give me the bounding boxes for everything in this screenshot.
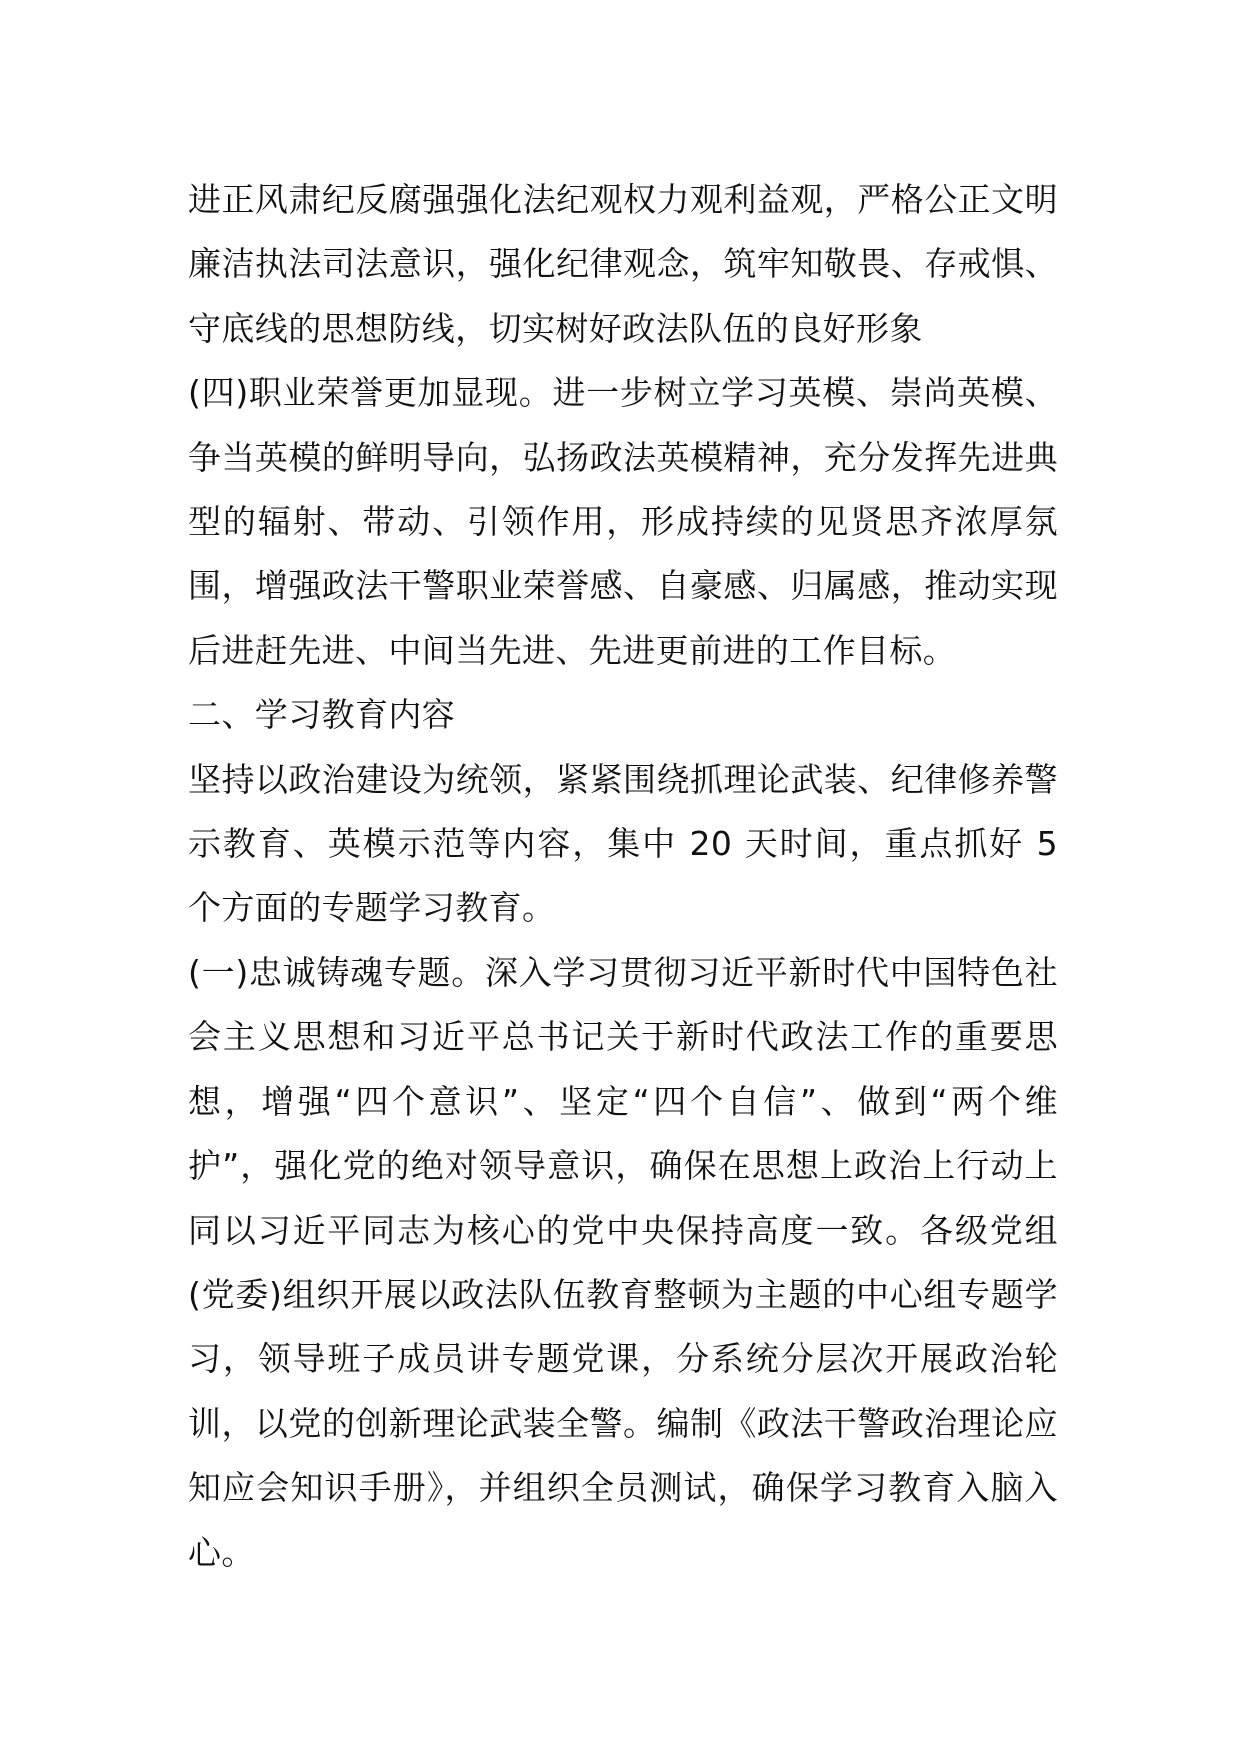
section-heading-study-content: 二、学习教育内容 xyxy=(188,695,456,735)
paragraph-loyalty-topic: (一)忠诚铸魂专题。深入学习贯彻习近平新时代中国特色社会主义思想和习近平总书记关于新时代政法工作的重要思想，增强“四个意识”、坚定“四个自信”、做到“两个维护”，强化党的绝对领导意识，确保在思想上政治上行动上同以习近平同志为核心的党中央保持高度一致。各级党组(党委)组织开展以政法队伍教育整顿为主题的中心组专题学习，领导班子成员讲专题党课，分系统分层次开展政治轮训，以党的创新理论武装全警。编制《政法干警政治理论应知应会知识手册》，并组织全员测试，确保学习教育入脑入心。 xyxy=(188,952,1058,1572)
paragraph-discipline-continuation: 进正风肃纪反腐强强化法纪观权力观利益观，严格公正文明廉洁执法司法意识，强化纪律观念，筑牢知敬畏、存戒惧、守底线的思想防线，切实树好政法队伍的良好形象 xyxy=(188,180,1058,348)
paragraph-professional-honor: (四)职业荣誉更加显现。进一步树立学习英模、崇尚英模、争当英模的鲜明导向，弘扬政法英模精神，充分发挥先进典型的辐射、带动、引领作用，形成持续的见贤思齐浓厚氛围，增强政法干警职业荣誉感、自豪感、归属感，推动实现后进赶先进、中间当先进、先进更前进的工作目标。 xyxy=(188,373,1058,670)
paragraph-study-overview: 坚持以政治建设为统领，紧紧围绕抓理论武装、纪律修养警示教育、英模示范等内容，集中 20 天时间，重点抓好 5 个方面的专题学习教育。 xyxy=(188,759,1058,928)
document-body xyxy=(188,168,1058,1585)
